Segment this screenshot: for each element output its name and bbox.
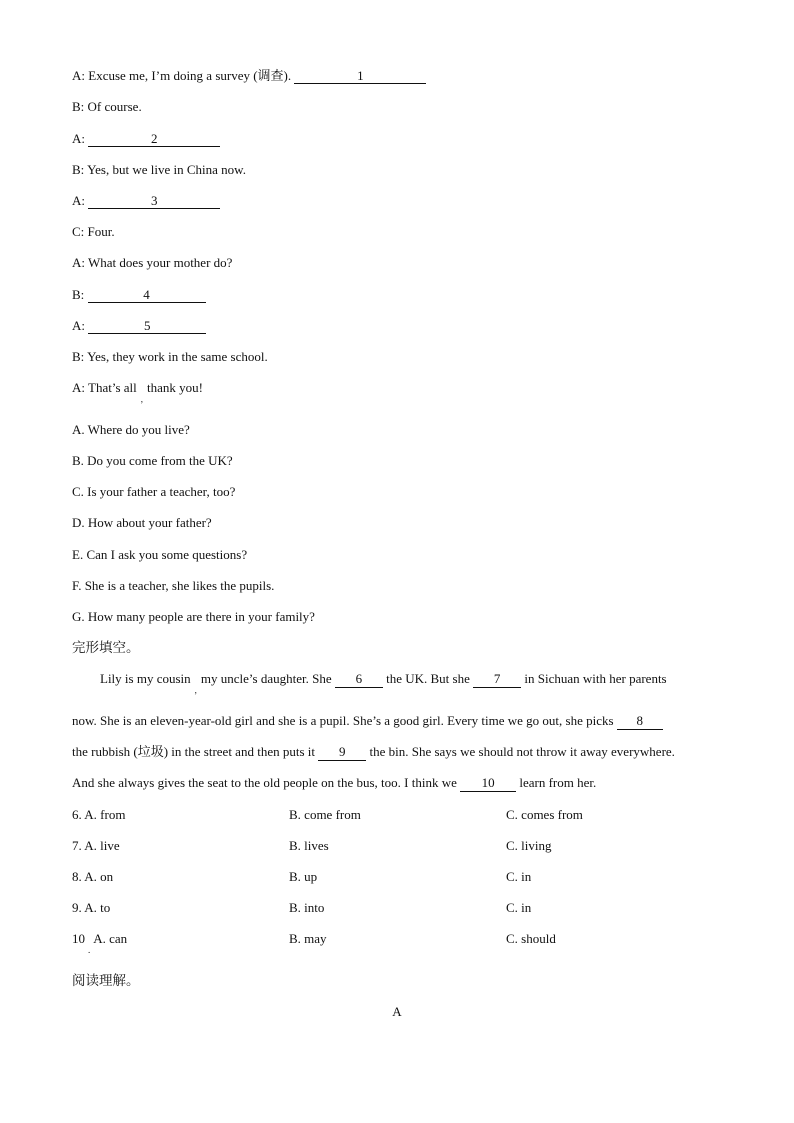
answer-blank-4[interactable]: 4 [88,288,206,303]
dialogue-line-8: B: 4 [72,287,206,303]
answer-blank-2[interactable]: 2 [88,132,220,147]
reading-heading: 阅读理解。 [72,973,140,989]
cloze-paragraph-line-1: Lily is my cousin$_,$my uncle’s daughter. She 6 the UK. But she 7 in Sichuan with her parents [100,671,667,695]
cloze-blank-10[interactable]: 10 [460,775,516,792]
dialogue-line-3: A: 2 [72,131,220,147]
option-10b[interactable]: B. may [289,931,327,946]
option-6a[interactable]: 6. A. from [72,807,126,822]
option-10c[interactable]: C. should [506,931,556,946]
cloze-paragraph-line-3: the rubbish (垃圾) in the street and then puts it 9 the bin. She says we should not throw it away everywhere. [72,744,675,759]
choice-b: B. Do you come from the UK? [72,453,233,468]
dialogue-line-4: B: Yes, but we live in China now. [72,162,246,177]
dialogue-line-5: A: 3 [72,193,220,209]
cloze-blank-8[interactable]: 8 [617,713,663,730]
option-6c[interactable]: C. comes from [506,807,583,822]
cloze-blank-9[interactable]: 9 [318,744,366,761]
option-9a[interactable]: 9. A. to [72,900,111,915]
answer-blank-5[interactable]: 5 [88,319,206,334]
choice-f: F. She is a teacher, she likes the pupils. [72,578,275,593]
option-9c[interactable]: C. in [506,900,532,915]
option-8b[interactable]: B. up [289,869,318,884]
cloze-paragraph-line-2: now. She is an eleven-year-old girl and she is a pupil. She’s a good girl. Every time we go out, she picks 8 [72,713,722,730]
option-10a[interactable]: A. can [93,931,128,946]
option-7b[interactable]: B. lives [289,838,329,853]
dialogue-line-11: A: That’s all$_,$thank you! [72,380,203,404]
answer-blank-3[interactable]: 3 [88,194,220,209]
dialogue-line-2: B: Of course. [72,99,142,114]
dialogue-line-7: A: What does your mother do? [72,255,233,270]
cloze-blank-6[interactable]: 6 [335,671,383,688]
choice-d: D. How about your father? [72,515,212,530]
answer-blank-1[interactable]: 1 [294,69,426,84]
choice-a: A. Where do you live? [72,422,190,437]
option-7a[interactable]: 7. A. live [72,838,120,853]
choice-g: G. How many people are there in your family? [72,609,315,624]
option-9b[interactable]: B. into [289,900,325,915]
option-7c[interactable]: C. living [506,838,552,853]
cloze-heading: 完形填空。 [72,640,140,656]
choice-c: C. Is your father a teacher, too? [72,484,236,499]
dialogue-line-6: C: Four. [72,224,115,239]
dialogue-line-9: A: 5 [72,318,206,334]
dialogue-line-1: A: Excuse me, I’m doing a survey (调查). 1 [72,68,426,84]
option-6b[interactable]: B. come from [289,807,361,822]
option-8a[interactable]: 8. A. on [72,869,114,884]
reading-section-label: A [392,1004,402,1019]
dialogue-line-10: B: Yes, they work in the same school. [72,349,268,364]
cloze-paragraph-line-4: And she always gives the seat to the old people on the bus, too. I think we 10 learn from her. [72,775,597,790]
option-10-number: $10_.A$. can [72,931,128,955]
option-8c[interactable]: C. in [506,869,532,884]
cloze-blank-7[interactable]: 7 [473,671,521,688]
choice-e: E. Can I ask you some questions? [72,547,248,562]
